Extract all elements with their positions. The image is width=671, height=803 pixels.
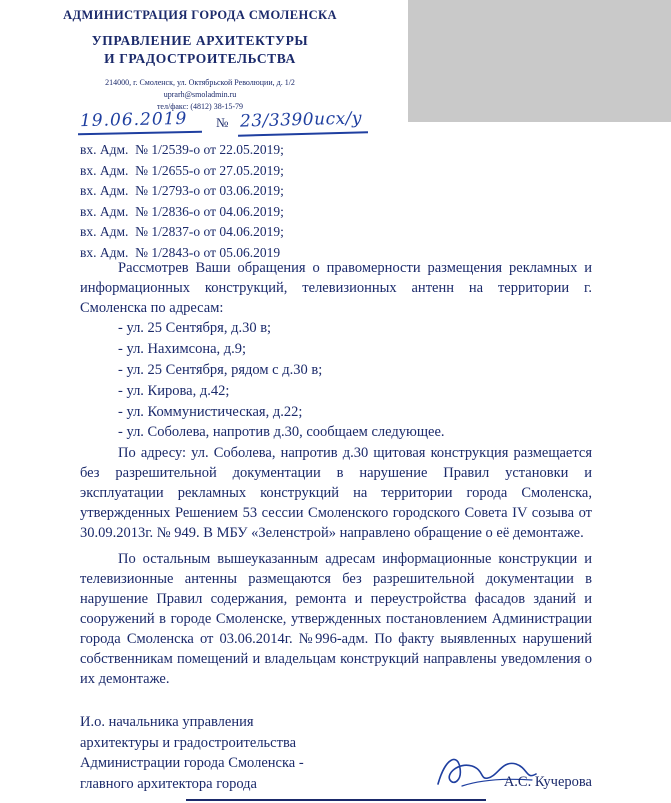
signature-title-line3: Администрации города Смоленска - xyxy=(80,755,304,772)
letterhead-department-line2: И ГРАДОСТРОИТЕЛЬСТВА xyxy=(104,51,296,67)
reference-item: вх. Адм. № 1/2836-о от 04.06.2019; xyxy=(80,203,284,219)
letterhead-phone: тел/факс: (4812) 38-15-79 xyxy=(156,101,244,111)
date-underline xyxy=(78,131,202,135)
letterhead xyxy=(0,8,400,112)
address-item: - ул. Соболева, напротив д.30, сообщаем следующее. xyxy=(118,424,445,441)
address-item: - ул. Нахимсона, д.9; xyxy=(118,340,247,357)
address-item: - ул. Коммунистическая, д.22; xyxy=(118,403,303,420)
body-paragraph-2: По остальным вышеуказанным адресам информационные конструкции и телевизионные антенны размещаются без разрешительной документации в нарушение Правил содержания, ремонта и переустройства фасадов зданий и сооружений в городе Смоленске, утвержденных постановлением Администрации города Смоленска от 03.06.2014г. №996-адм. По факту выявленных нарушений собственникам помещений и владельцам конструкций направлены уведомления о их демонтаже. xyxy=(80,551,592,688)
signature-title-line4: главного архитектора города xyxy=(80,775,257,792)
letterhead-email: uprarh@smoladmin.ru xyxy=(163,90,237,100)
address-item: - ул. Кирова, д.42; xyxy=(118,382,230,399)
number-underline xyxy=(238,131,368,136)
number-symbol: № xyxy=(216,115,229,130)
body-paragraph-1: По адресу: ул. Соболева, напротив д.30 щитовая конструкция размещается без разрешительной документации в нарушение Правил установки и эксплуатации рекламных конструкций на территории города Смоленска, утвержденных Решением 53 сессии Смоленского городского Совета IV созыва от 30.09.2013г. № 949. В МБУ «Зеленстрой» направлено обращение о её демонтаже. xyxy=(80,445,592,542)
reference-item: вх. Адм. № 1/2539-о от 22.05.2019; xyxy=(80,142,284,157)
body-intro-paragraph: Рассмотрев Ваши обращения о правомерности размещения рекламных и информационных конструкций, телевизионных антенн на территории г. Смоленска по адресам: xyxy=(80,260,592,316)
signature-title-line2: архитектуры и градостроительства xyxy=(80,734,297,751)
bottom-divider xyxy=(186,799,486,801)
letterhead-department-line1: УПРАВЛЕНИЕ АРХИТЕКТУРЫ xyxy=(91,33,309,48)
address-item: - ул. 25 Сентября, д.30 в; xyxy=(118,320,272,336)
signature-title-line1: И.о. начальника управления xyxy=(80,714,254,730)
document-body xyxy=(80,258,592,690)
letterhead-administration: АДМИНИСТРАЦИЯ ГОРОДА СМОЛЕНСКА xyxy=(63,8,337,22)
handwritten-date: 19.06.2019 xyxy=(79,108,188,132)
handwritten-number: 23/3390исх/у xyxy=(239,108,363,132)
signatory-name: А.С. Кучерова xyxy=(503,774,592,790)
reference-item: вх. Адм. № 1/2843-о от 05.06.2019 xyxy=(80,244,281,260)
incoming-references-list xyxy=(80,140,410,263)
signature-block xyxy=(80,712,592,794)
reference-item: вх. Адм. № 1/2655-о от 27.05.2019; xyxy=(80,162,284,178)
reference-item: вх. Адм. № 1/2837-о от 04.06.2019; xyxy=(80,224,284,240)
reference-item: вх. Адм. № 1/2793-о от 03.06.2019; xyxy=(80,183,284,199)
address-item: - ул. 25 Сентября, рядом с д.30 в; xyxy=(118,361,323,378)
redacted-region xyxy=(408,0,671,122)
letterhead-address: 214000, г. Смоленск, ул. Октябрьской Революции, д. 1/2 xyxy=(105,78,295,88)
stamp-date-number xyxy=(80,110,390,136)
